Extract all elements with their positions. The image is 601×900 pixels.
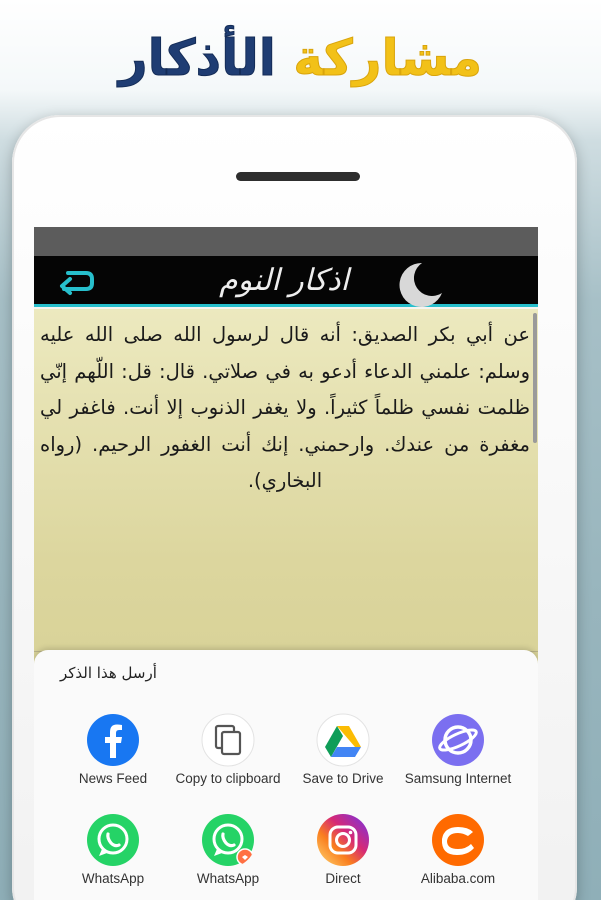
whatsapp-business-icon [200, 812, 256, 868]
share-target-label: Save to Drive [302, 771, 384, 786]
share-target-label: Samsung Internet [404, 771, 512, 786]
share-target-label: Alibaba.com [420, 871, 496, 886]
scrollbar[interactable] [533, 313, 537, 443]
share-target-news-feed[interactable] [56, 712, 170, 787]
share-sheet-title: أرسل هذا الذكر [60, 664, 157, 682]
whatsapp-icon [85, 812, 141, 868]
share-target-whatsapp[interactable] [56, 812, 170, 887]
promo-title-word-2: الأذكار [118, 29, 276, 87]
facebook-icon [85, 712, 141, 768]
promo-title-word-1: مشاركة [293, 29, 483, 87]
share-sheet [34, 650, 538, 900]
google-drive-icon [315, 712, 371, 768]
phone-speaker [236, 172, 360, 181]
status-bar [34, 227, 538, 256]
share-target-label: Direct [325, 871, 361, 886]
app-title: اذكار النوم [219, 263, 349, 298]
share-target-drive[interactable] [286, 712, 400, 787]
share-target-label: WhatsApp [196, 871, 260, 886]
alibaba-icon [430, 812, 486, 868]
share-target-label: Copy to clipboard [175, 771, 281, 786]
share-target-whatsapp-business[interactable] [171, 812, 285, 887]
samsung-internet-icon [430, 712, 486, 768]
share-target-alibaba[interactable] [401, 812, 515, 887]
instagram-icon [315, 812, 371, 868]
dhikr-text: عن أبي بكر الصديق: أنه قال لرسول الله صلى الله عليه وسلم: علمني الدعاء أدعو به في صلاتي. قال: قل: اللّهم إنّي ظلمت نفسي ظلماً كثيراً. ولا يغفر الذنوب إلا أنت. فاغفر لي مغفرة من عندك. وارحمني. إنك أنت الغفور الرحيم. (رواه البخاري). [40, 323, 530, 492]
share-target-label: WhatsApp [81, 871, 145, 886]
app-bar [34, 256, 538, 307]
phone-screen [34, 227, 538, 900]
copy-icon [200, 712, 256, 768]
share-target-samsung-internet[interactable] [401, 712, 515, 787]
share-target-copy[interactable] [171, 712, 285, 787]
crescent-moon-icon [386, 259, 444, 309]
share-target-instagram-direct[interactable] [286, 812, 400, 887]
share-target-label: News Feed [78, 771, 148, 786]
back-arrow-icon[interactable] [54, 266, 98, 296]
promo-title [0, 18, 601, 98]
